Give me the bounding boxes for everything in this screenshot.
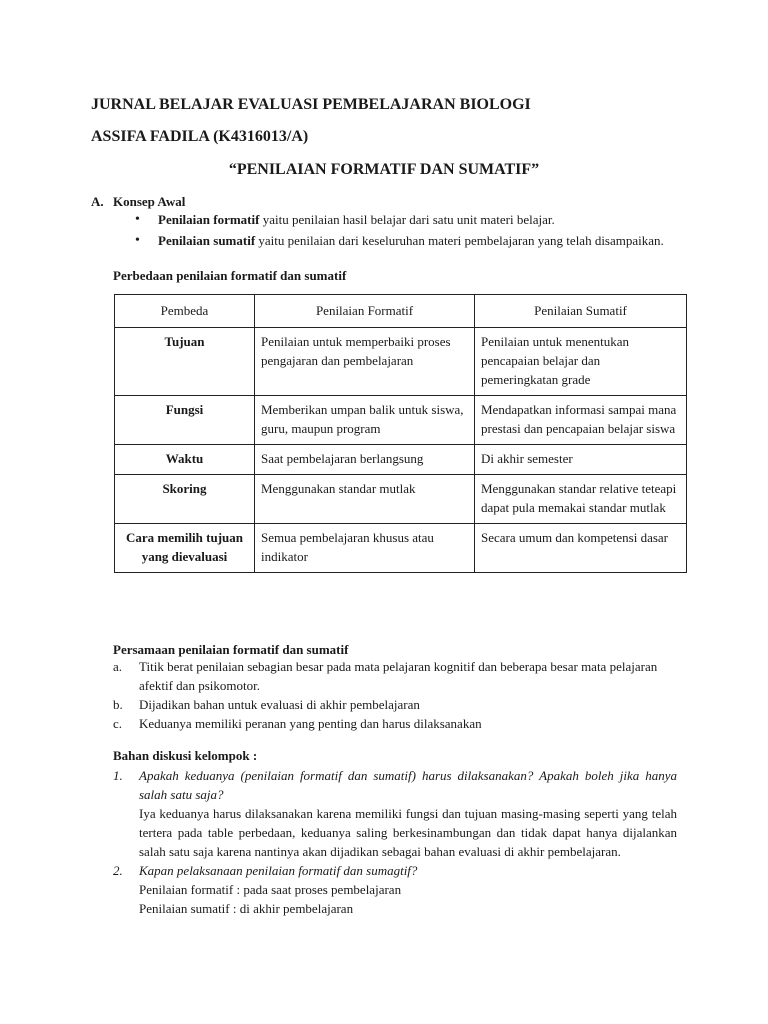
question-marker: 1. [113,768,123,783]
bullet-term: Penilaian formatif [158,212,260,227]
document-title: JURNAL BELAJAR EVALUASI PEMBELAJARAN BIOLOGI [91,96,531,113]
formatif-cell: Penilaian untuk memperbaiki proses pengajaran dan pembelajaran [255,328,475,396]
sumatif-cell: Secara umum dan kompetensi dasar [475,524,687,573]
list-marker: b. [113,697,123,712]
section-a-marker: A. [91,194,104,209]
sumatif-cell: Penilaian untuk menentukan pencapaian belajar dan pemeringkatan grade [475,328,687,396]
discussion-item-2 [113,861,677,918]
list-text: Dijadikan bahan untuk evaluasi di akhir pembelajaran [139,697,420,712]
row-label: Tujuan [115,328,255,396]
bullet-item-sumatif [133,231,693,250]
section-a-heading: Konsep Awal [113,194,186,209]
formatif-cell: Menggunakan standar mutlak [255,475,475,524]
discussion-list [113,766,677,918]
discussion-heading: Bahan diskusi kelompok : [113,748,258,763]
answer-text: Penilaian formatif : pada saat proses pembelajaran [139,882,402,897]
table-row [115,524,687,573]
bullet-term: Penilaian sumatif [158,233,256,248]
column-header: Penilaian Sumatif [475,295,687,328]
sumatif-cell: Di akhir semester [475,445,687,475]
row-label: Waktu [115,445,255,475]
list-item [113,695,693,714]
column-header: Pembeda [115,295,255,328]
list-item [113,714,693,733]
sumatif-cell: Menggunakan standar relative teteapi dapat pula memakai standar mutlak [475,475,687,524]
row-label: Skoring [115,475,255,524]
author-line: ASSIFA FADILA (K4316013/A) [91,128,309,145]
question-marker: 2. [113,863,123,878]
document-subtitle: “PENILAIAN FORMATIF DAN SUMATIF” [228,161,540,178]
answer-text: Iya keduanya harus dilaksanakan karena memiliki fungsi dan tujuan masing-masing seperti yang telah tertera pada table perbedaan, keduanya saling berkesinambungan dan tidak dapat hanya dijalankan salah satu saja karena nantinya akan dijadikan sebagai bahan evaluasi di akhir pembelajaran. [139,806,677,859]
answer-text: Penilaian sumatif : di akhir pembelajaran [139,901,354,916]
list-marker: c. [113,716,123,731]
question-text: Kapan pelaksanaan penilaian formatif dan sumagtif? [139,863,418,878]
formatif-cell: Memberikan umpan balik untuk siswa, guru, maupun program [255,396,475,445]
table-row [115,475,687,524]
formatif-cell: Saat pembelajaran berlangsung [255,445,475,475]
similarities-list [113,657,693,733]
concept-bullet-list [133,210,693,252]
table-row [115,445,687,475]
bullet-text: yaitu penilaian dari keseluruhan materi pembelajaran yang telah disampaikan. [255,233,664,248]
formatif-cell: Semua pembelajaran khusus atau indikator [255,524,475,573]
comparison-table [114,294,687,573]
similarities-heading: Persamaan penilaian formatif dan sumatif [113,642,349,657]
differences-heading: Perbedaan penilaian formatif dan sumatif [113,268,347,283]
column-header: Penilaian Formatif [255,295,475,328]
list-text: Titik berat penilaian sebagian besar pada mata pelajaran kognitif dan beberapa besar mata pelajaran afektif dan psikomotor. [139,659,658,693]
row-label: Cara memilih tujuan yang dievaluasi [115,524,255,573]
table-row [115,328,687,396]
sumatif-cell: Mendapatkan informasi sampai mana prestasi dan pencapaian belajar siswa [475,396,687,445]
list-text: Keduanya memiliki peranan yang penting dan harus dilaksanakan [139,716,482,731]
bullet-item-formatif [133,210,693,229]
table-header-row [115,295,687,328]
list-marker: a. [113,659,123,674]
list-item [113,657,693,695]
table-row [115,396,687,445]
discussion-item-1 [113,766,677,861]
bullet-text: yaitu penilaian hasil belajar dari satu unit materi belajar. [259,212,555,227]
question-text: Apakah keduanya (penilaian formatif dan sumatif) harus dilaksanakan? Apakah boleh jika hanya salah satu saja? [139,768,677,802]
row-label: Fungsi [115,396,255,445]
